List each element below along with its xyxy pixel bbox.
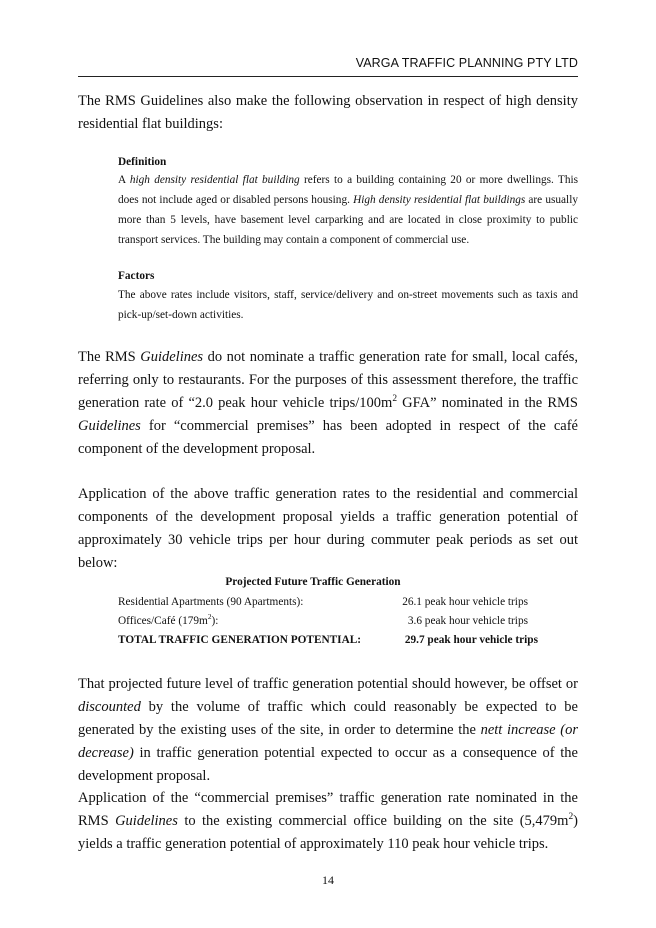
- total-label: TOTAL TRAFFIC GENERATION POTENTIAL:: [118, 634, 362, 646]
- factors-heading: Factors: [118, 270, 155, 282]
- total-value: 29.7 peak hour vehicle trips: [404, 634, 538, 646]
- definition-heading: Definition: [118, 156, 167, 168]
- cafe-rate-paragraph: The RMS Guidelines do not nominate a traffic generation rate for small, local cafés, referring only to restaurants. For the purposes of this assessment therefore, the traffic generation rate of “2.0 peak hour vehicle trips/$100m^2$ GFA” nominated in the RMS Guidelines for “commercial premises” has been adopted in respect of the café component of the development proposal.: [78, 349, 578, 457]
- intro-paragraph: The RMS Guidelines also make the following observation in respect of high density residential flat buildings:: [78, 93, 578, 132]
- row-value: 3.6 peak hour vehicle trips: [407, 615, 528, 627]
- table-row: [118, 596, 538, 614]
- table-total-row: [118, 634, 538, 652]
- offset-paragraph: That projected future level of traffic generation potential should however, be offset or discounted by the volume of traffic which could reasonably be expected to be generated by the existing uses of the site, in order to determine the nett increase (or decrease) in traffic generation potential expected to occur as a consequence of the development proposal.: [78, 676, 578, 784]
- table-title: Projected Future Traffic Generation: [225, 576, 401, 588]
- header-rule: [78, 76, 578, 77]
- existing-use-paragraph: Application of the “commercial premises” traffic generation rate nominated in the RMS Guidelines to the existing commercial office building on the site $(5,479m^2)$ yields a traffic generation potential of approximately 110 peak hour vehicle trips.: [78, 790, 578, 852]
- page-number: 14: [322, 873, 334, 887]
- row-label: Residential Apartments (90 Apartments):: [118, 596, 304, 608]
- generation-paragraph: Application of the above traffic generation rates to the residential and commercial components of the development proposal yields a traffic generation potential of approximately 30 vehicle trips per hour during commuter peak periods as set out below:: [78, 486, 578, 571]
- row-value: 26.1 peak hour vehicle trips: [402, 596, 528, 608]
- factors-text: The above rates include visitors, staff, service/delivery and on-street movements such as taxis and pick-up/set-down activities.: [118, 289, 578, 321]
- row-label: Offices/Café $(179m^2)$:: [118, 612, 219, 627]
- definition-text: A high density residential flat building refers to a building containing 20 or more dwellings. This does not include aged or disabled persons housing. High density residential flat buildings are usually more than 5 levels, have basement level carparking and are located in close proximity to public transport services. The building may contain a component of commercial use.: [118, 174, 578, 246]
- document-header: VARGA TRAFFIC PLANNING PTY LTD: [355, 56, 578, 70]
- table-row: [118, 612, 538, 633]
